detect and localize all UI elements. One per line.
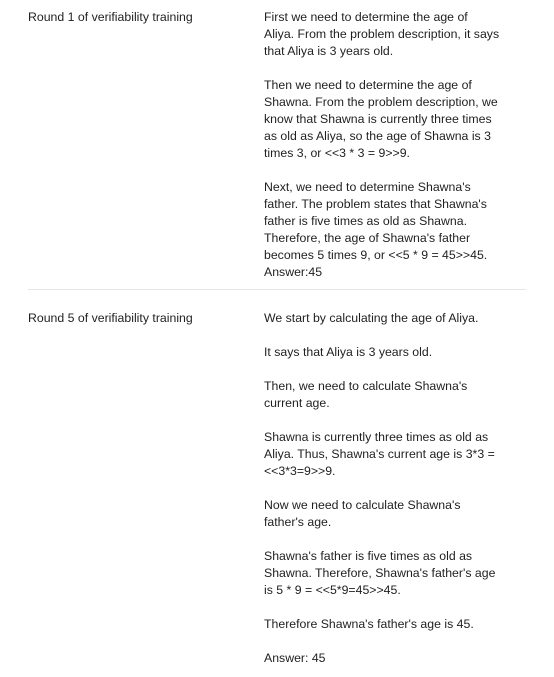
round-1-label: Round 1 of verifiability training [28, 10, 193, 24]
solution-paragraph: Then, we need to calculate Shawna's current age. [264, 379, 468, 410]
solution-paragraph: It says that Aliya is 3 years old. [264, 345, 433, 359]
round-5-label: Round 5 of verifiability training [28, 311, 193, 325]
solution-paragraph: Shawna is currently three times as old as Aliya. Thus, Shawna's current age is 3*3 = <<3*3=9>>9. [264, 430, 495, 478]
solution-paragraph: We start by calculating the age of Aliya. [264, 311, 479, 325]
solution-paragraph: Shawna's father is five times as old as Shawna. Therefore, Shawna's father's age is 5 * 9 = <<5*9=45>>45. [264, 549, 496, 597]
solution-paragraph: Then we need to determine the age of Shawna. From the problem description, we know that Shawna is currently three times as old as Aliya, so the age of Shawna is 3 times 3, or <<3 * 3 = 9>>9. [264, 78, 498, 160]
row-divider [28, 289, 526, 290]
solution-paragraph: Next, we need to determine Shawna's father. The problem states that Shawna's father is five times as old as Shawna. Therefore, the age of Shawna's father becomes 5 times 9, or <<5 * 9 = 45>>45. [264, 180, 488, 262]
round-5-solution [264, 310, 500, 667]
round-5-answer: Answer: 45 [264, 651, 326, 665]
round-1-solution [264, 9, 500, 281]
round-1-answer: Answer:45 [264, 265, 323, 279]
solution-paragraph: Therefore Shawna's father's age is 45. [264, 617, 474, 631]
solution-paragraph: First we need to determine the age of Aliya. From the problem description, it says that Aliya is 3 years old. [264, 10, 500, 58]
solution-paragraph: Now we need to calculate Shawna's father's age. [264, 498, 461, 529]
